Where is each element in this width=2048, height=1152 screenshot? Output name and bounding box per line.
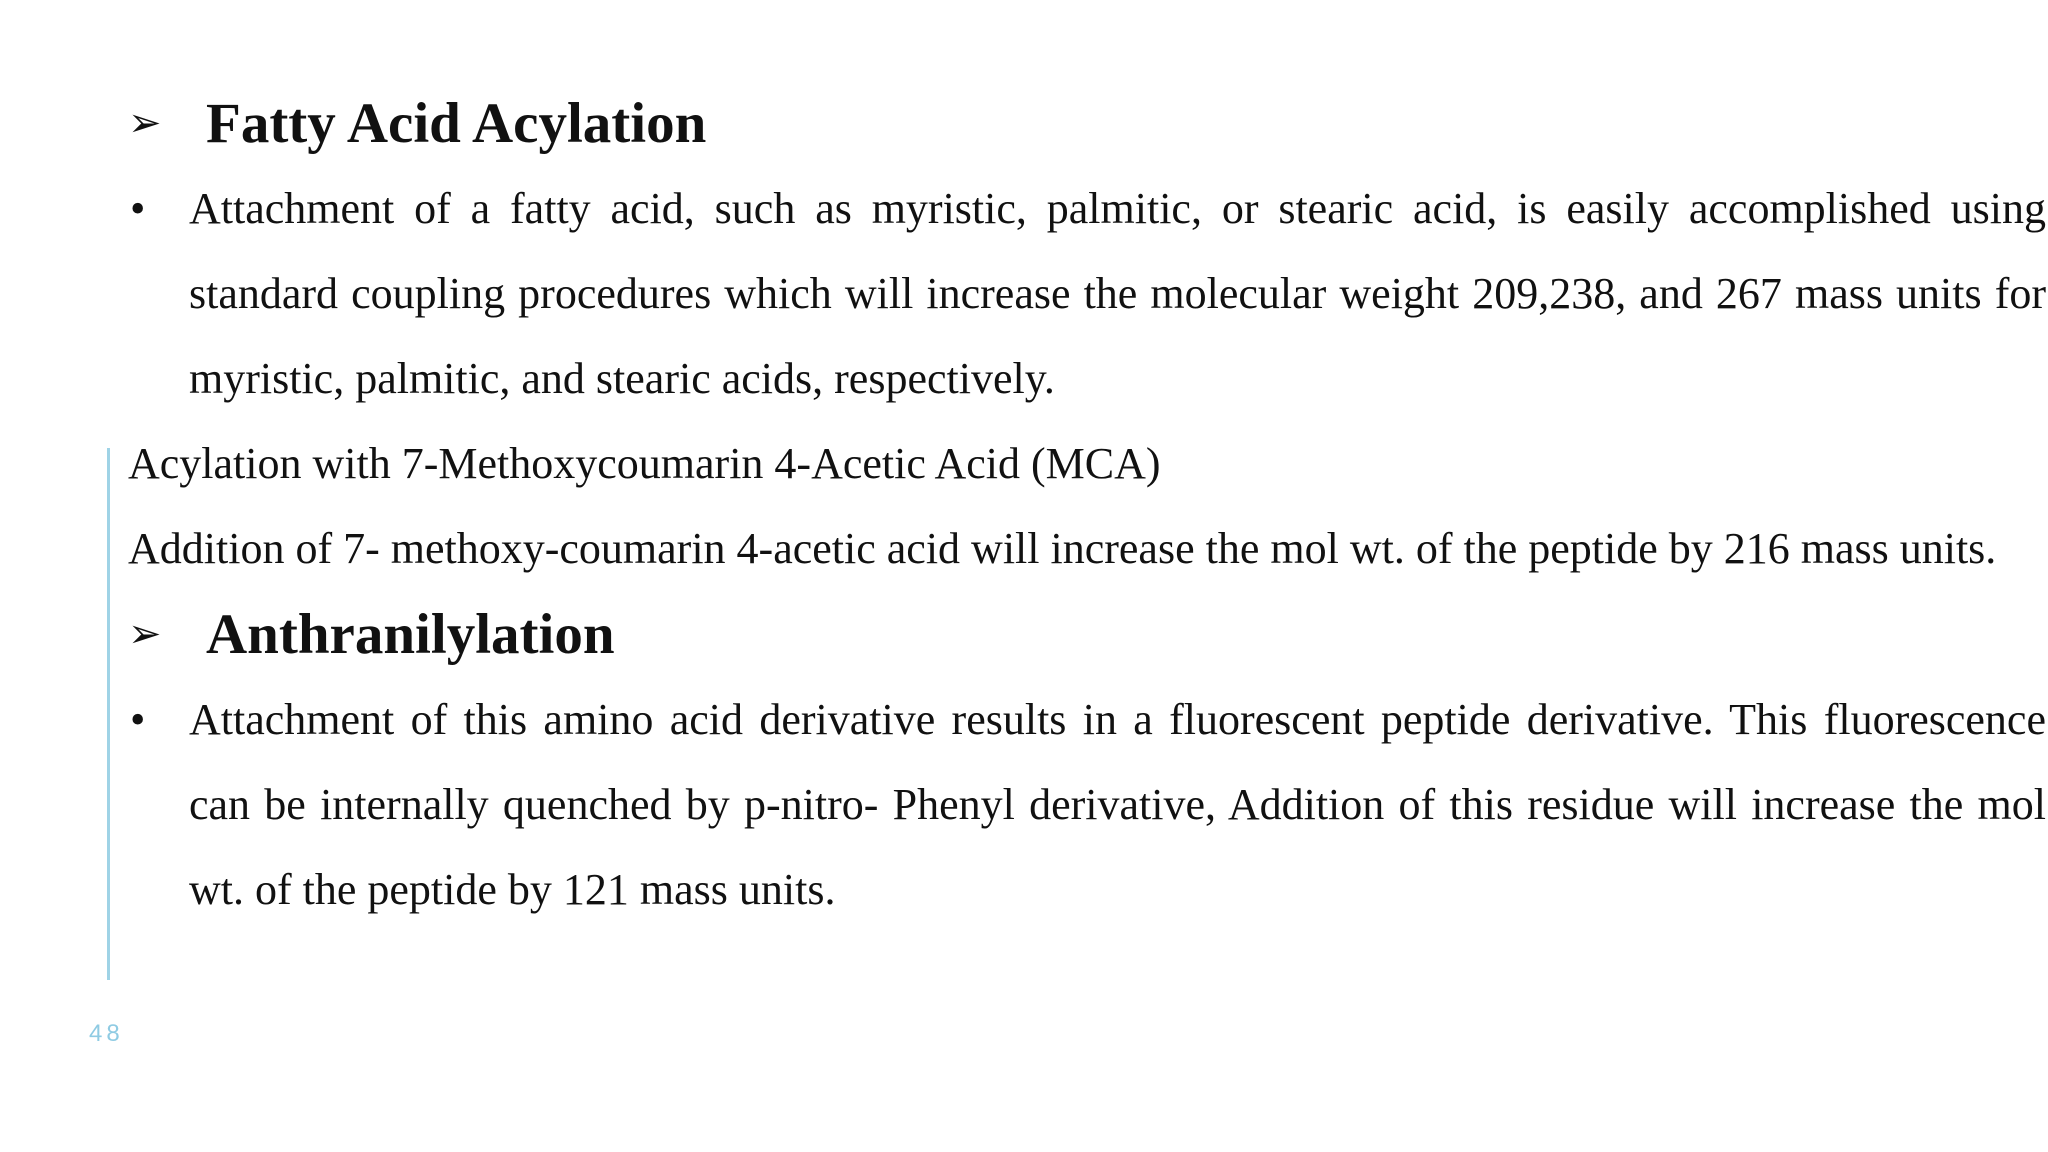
bullet-text: Attachment of this amino acid derivative results in a fluorescent peptide derivative. This fluorescence can be internally quenched by p-nitro- Phenyl derivative, Addition of this residue will increase the mol wt. of the peptide by 121 mass units. [189,695,2046,914]
slide-content [128,80,2046,932]
heading-text: Anthranilylation [206,602,615,666]
section-heading-fatty-acid-acylation [128,80,2046,166]
page-number: 48 [89,1020,124,1047]
bullet-anthranilylation [128,677,2046,932]
section-heading-anthranilylation [128,591,2046,677]
arrow-bullet-icon: ➢ [128,100,162,146]
heading-text: Fatty Acid Acylation [206,91,707,155]
arrow-bullet-icon: ➢ [128,611,162,657]
bullet-fatty-acid-acylation [128,166,2046,421]
mca-title: Acylation with 7-Methoxycoumarin 4-Acetic Acid (MCA) [128,439,1161,488]
mca-text: Addition of 7- methoxy-coumarin 4-acetic acid will increase the mol wt. of the peptide by 216 mass units. [128,524,1997,573]
bullet-text: Attachment of a fatty acid, such as myristic, palmitic, or stearic acid, is easily accomplished using standard coupling procedures which will increase the molecular weight 209,238, and 267 mass units for myristic, palmitic, and stearic acids, respectively. [189,184,2046,403]
bullet-dot-icon: • [130,695,146,744]
accent-line [107,448,110,980]
bullet-dot-icon: • [130,184,146,233]
